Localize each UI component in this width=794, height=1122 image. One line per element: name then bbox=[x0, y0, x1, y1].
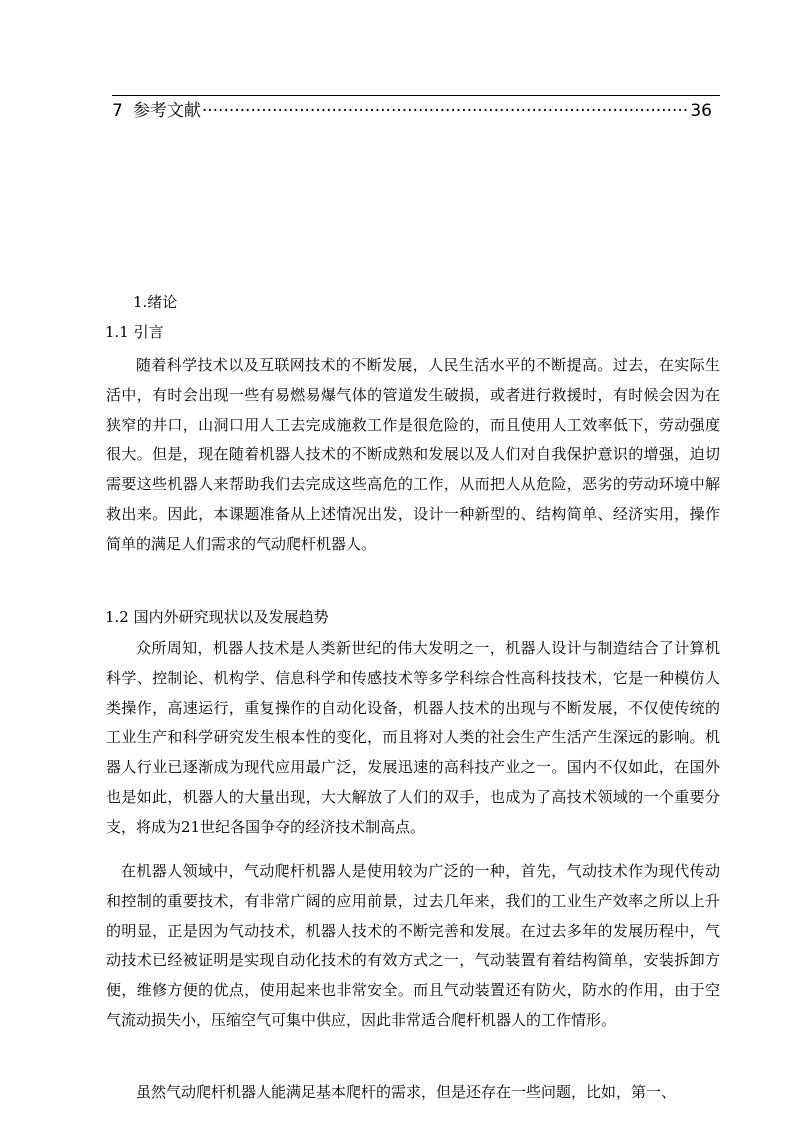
research-status-paragraph-3: 虽然气动爬杆机器人能满足基本爬杆的需求，但是还存在一些问题，比如，第一、 bbox=[136, 1083, 677, 1101]
toc-entry-number: 7 bbox=[112, 101, 123, 121]
research-status-paragraph-2: 在机器人领域中，气动爬杆机器人是使用较为广泛的一种，首先，气动技术作为现代传动和控制的重要技术，有非常广阔的应用前景，过去几年来，我们的工业生产效率之所以上升的明显，正是因为气动技术，机器人技术的不断完善和发展。在过去多年的发展历程中，气动技术已经被证明是实现自动化技术的有效方式之一，气动装置有着结构简单，安装拆卸方便，维修方便的优点，使用起来也非常安全。而且气动装置还有防火，防水的作用，由于空气流动损失小，压缩空气可集中供应，因此非常适合爬杆机器人的工作情形。 bbox=[106, 862, 720, 1029]
section-heading-introduction: 1.1 引言 bbox=[105, 323, 164, 341]
toc-entry-title: 参考文献 bbox=[132, 101, 201, 121]
toc-entry-page-number: 36 bbox=[690, 101, 712, 121]
chapter-heading: 1.绪论 bbox=[133, 293, 178, 311]
section-heading-research-status: 1.2 国内外研究现状以及发展趋势 bbox=[105, 608, 329, 626]
introduction-paragraph: 随着科学技术以及互联网技术的不断发展，人民生活水平的不断提高。过去，在实际生活中，有时会出现一些有易燃易爆气体的管道发生破损，或者进行救援时，有时候会因为在狭窄的井口，山洞口用人工去完成施救工作是很危险的，而且使用人工效率低下，劳动强度很大。但是，现在随着机器人技术的不断成熟和发展以及人们对自我保护意识的增强，迫切需要这些机器人来帮助我们去完成这些高危的工作，从而把人从危险，恶劣的劳动环境中解救出来。因此，本课题准备从上述情况出发，设计一种新型的、结构简单、经济实用，操作简单的满足人们需求的气动爬杆机器人。 bbox=[106, 356, 720, 553]
toc-dot-leader bbox=[202, 101, 690, 121]
toc-entry-references[interactable] bbox=[112, 96, 712, 120]
research-status-paragraph-1: 众所周知，机器人技术是人类新世纪的伟大发明之一，机器人设计与制造结合了计算机科学、控制论、机构学、信息科学和传感技术等多学科综合性高科技技术，它是一种模仿人类操作，高速运行，重复操作的自动化设备，机器人技术的出现与不断发展，不仅使传统的工业生产和科学研究发生根本性的变化，而且将对人类的社会生产生活产生深远的影响。机器人行业已逐渐成为现代应用最广泛，发展迅速的高科技产业之一。国内不仅如此，在国外也是如此，机器人的大量出现，大大解放了人们的双手，也成为了高技术领域的一个重要分支，将成为21世纪各国争夺的经济技术制高点。 bbox=[106, 639, 720, 836]
